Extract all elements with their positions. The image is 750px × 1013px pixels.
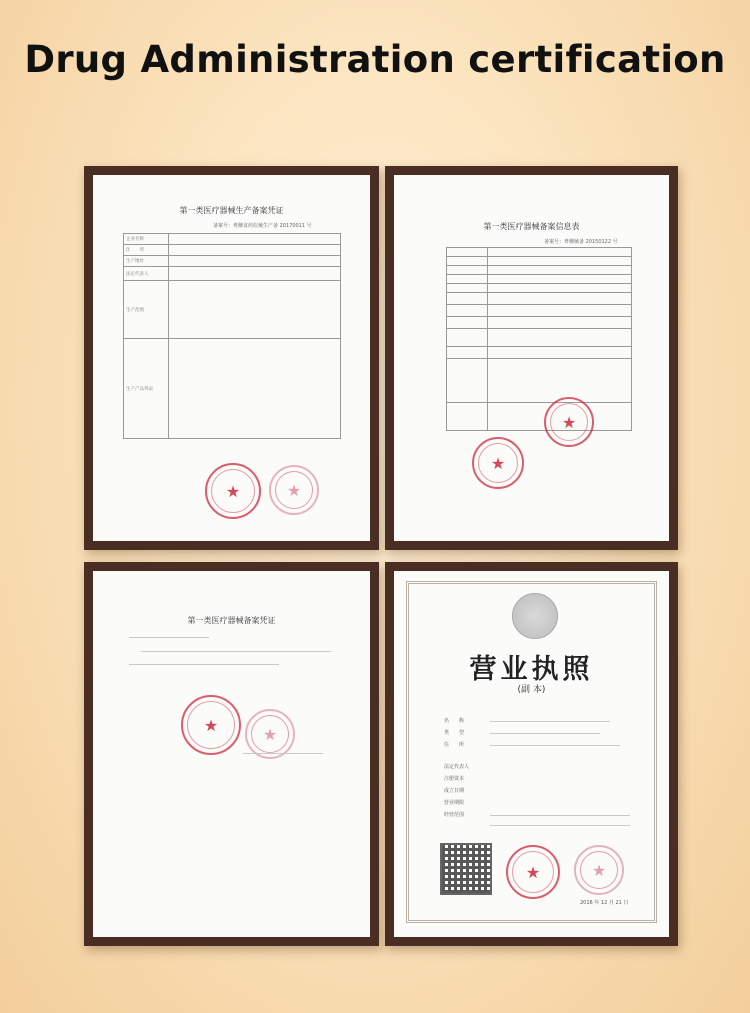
business-license [394, 571, 669, 937]
certificate-filing-letter [93, 571, 370, 937]
document-heading: 第一类医疗器械备案凭证 [187, 616, 276, 625]
page-title: Drug Administration certification [24, 38, 726, 81]
document-number: 备案号：粤穗械备 20150122 号 [544, 239, 618, 245]
license-field: 成立日期 [444, 788, 465, 794]
license-field: 名 称 [444, 718, 465, 724]
certificate-production-filing [93, 175, 370, 541]
filing-info-table [446, 247, 632, 431]
document-number: 备案号：粤穗食药监械生产备 20170011 号 [213, 223, 312, 229]
license-field: 法定代表人 [444, 764, 470, 770]
license-title: 营业执照 [469, 654, 594, 685]
certificate-frame-3 [84, 562, 379, 946]
faded-seal-stamp: ★ [574, 845, 624, 895]
red-seal-stamp-2: ★ [472, 437, 524, 489]
license-date: 2016 年 12 月 21 日 [580, 900, 629, 906]
qr-code [440, 843, 492, 895]
text-line [129, 664, 279, 665]
text-line [141, 651, 331, 652]
text-line [129, 637, 209, 638]
certificate-frame-4 [385, 562, 678, 946]
license-field: 住 所 [444, 742, 465, 748]
red-seal-stamp: ★ [181, 695, 241, 755]
text-line [490, 815, 630, 816]
license-field: 营业期限 [444, 800, 465, 806]
certificate-filing-info [394, 175, 669, 541]
certificate-table: 企业名称 住 所 生产地址 法定代表人 生产范围 生产产品列表 [123, 233, 341, 439]
certificate-frame-2 [385, 166, 678, 550]
license-field: 注册资本 [444, 776, 465, 782]
national-emblem-icon [512, 593, 558, 639]
text-line [490, 721, 610, 722]
document-heading: 第一类医疗器械生产备案凭证 [179, 206, 284, 215]
text-line [490, 825, 630, 826]
license-field: 类 型 [444, 730, 465, 736]
certificate-frame-1 [84, 166, 379, 550]
text-line [490, 733, 600, 734]
text-line [243, 753, 323, 754]
red-seal-stamp: ★ [506, 845, 560, 899]
license-field: 经营范围 [444, 812, 465, 818]
red-seal-stamp: ★ [205, 463, 261, 519]
text-line [490, 745, 620, 746]
red-seal-stamp: ★ [544, 397, 594, 447]
faded-seal-stamp: ★ [269, 465, 319, 515]
faded-seal-stamp: ★ [245, 709, 295, 759]
document-heading: 第一类医疗器械备案信息表 [483, 222, 580, 231]
license-subtitle: (副 本) [517, 685, 546, 695]
